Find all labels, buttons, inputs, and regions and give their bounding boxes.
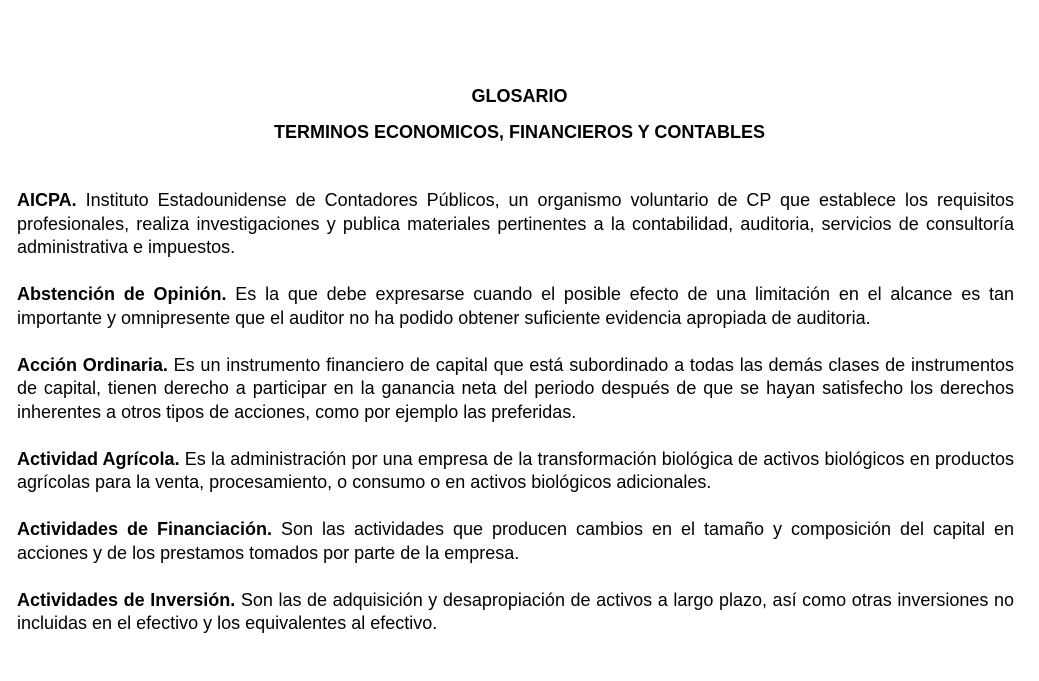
glossary-entry <box>17 354 1014 425</box>
glossary-definition: Es la que debe expresarse cuando el posible efecto de una limitación en el alcance es tan importante y omnipresente que el auditor no ha podido obtener suficiente evidencia apropiada de auditoria. <box>17 284 1014 328</box>
glossary-term: Actividades de Financiación. <box>17 519 273 539</box>
glossary-entry <box>17 589 1014 636</box>
glossary-term: Actividad Agrícola. <box>17 448 180 469</box>
document-subtitle: TERMINOS ECONOMICOS, FINANCIEROS Y CONTABLES <box>273 122 766 142</box>
glossary-definition: Es la administración por una empresa de la transformación biológica de activos biológicos en productos agrícolas para la venta, procesamiento, o consumo o en activos biológicos adicionales. <box>17 448 1014 492</box>
glossary-definition: Instituto Estadounidense de Contadores Públicos, un organismo voluntario de CP que establece los requisitos profesionales, realiza investigaciones y publica materiales pertinentes a la contabilidad, auditoria, servicios de consultoría administrativa e impuestos. <box>17 190 1014 257</box>
glossary-entry <box>17 518 1014 565</box>
glossary-definition: Son las actividades que producen cambios en el tamaño y composición del capital en acciones y de los prestamos tomados por parte de la empresa. <box>17 519 1014 563</box>
glossary-term: Abstención de Opinión. <box>17 284 227 304</box>
glossary-entry <box>17 189 1014 260</box>
glossary-entry <box>17 448 1014 495</box>
glossary-list <box>17 189 1014 659</box>
glossary-definition: Son las de adquisición y desapropiación de activos a largo plazo, así como otras inversiones no incluidas en el efectivo y los equivalentes al efectivo. <box>17 589 1015 633</box>
glossary-term: Actividades de Inversión. <box>17 589 236 610</box>
glossary-term: Acción Ordinaria. <box>17 354 168 375</box>
document-title: GLOSARIO <box>471 86 568 106</box>
glossary-entry <box>17 283 1014 330</box>
glossary-term: AICPA. <box>17 190 77 210</box>
glossary-definition: Es un instrumento financiero de capital que está subordinado a todas las demás clases de instrumentos de capital, tienen derecho a participar en la ganancia neta del periodo después de que se hayan satisfecho los derechos inherentes a otros tipos de acciones, como por ejemplo las preferidas. <box>17 354 1015 422</box>
